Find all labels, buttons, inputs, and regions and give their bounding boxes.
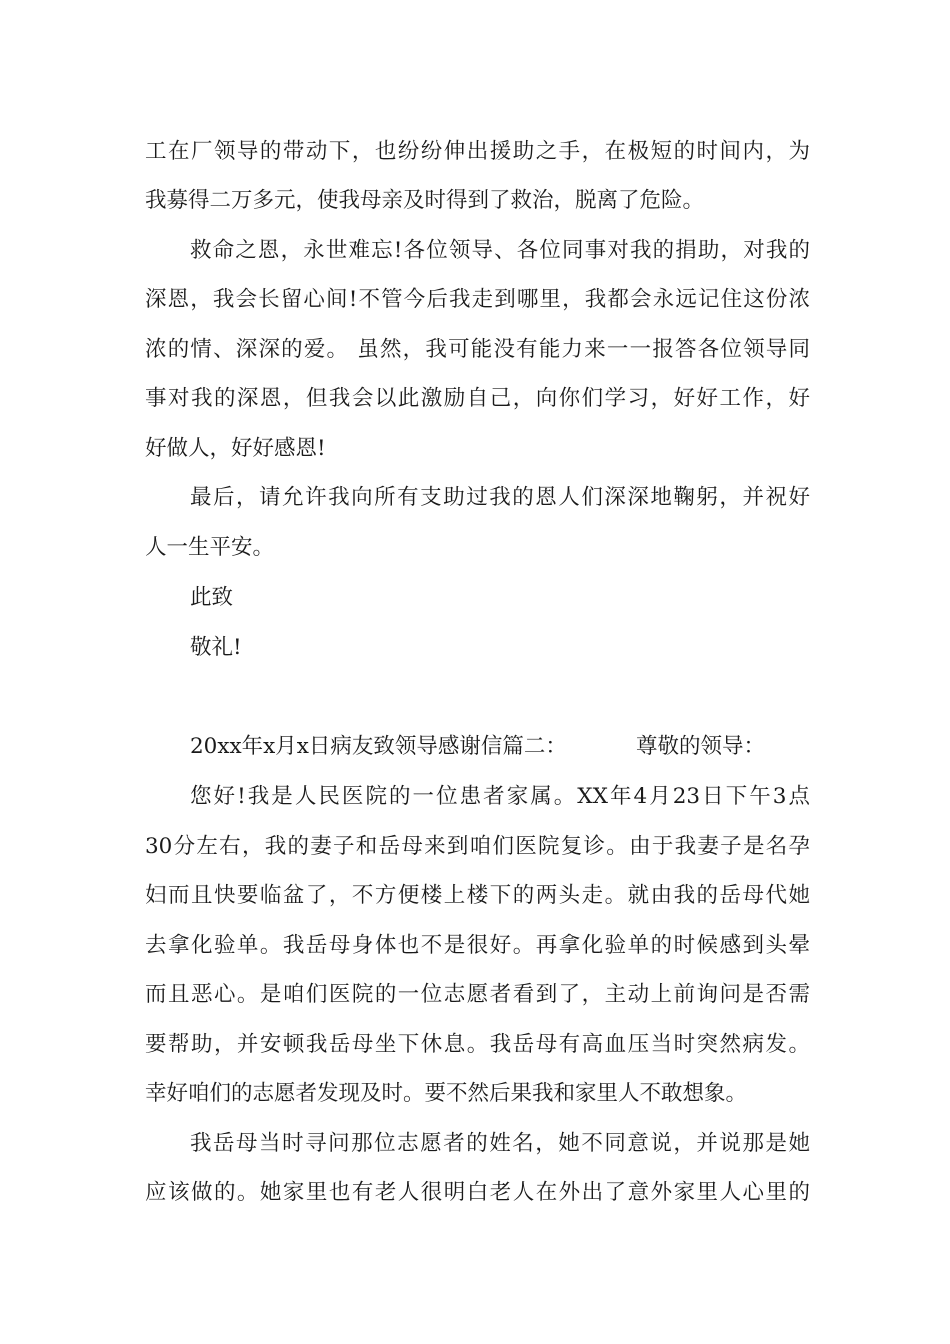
- closing-ci-zhi: 此致: [190, 585, 234, 610]
- letter-two-heading: 20xx年x月x日病友致领导感谢信篇二：: [190, 734, 567, 759]
- paragraph-5-line-2: 应该做的。她家里也有老人很明白老人在外出了意外家里人心里的: [145, 1180, 810, 1205]
- paragraph-3-line-2: 人一生平安。: [145, 535, 275, 560]
- paragraph-2-line-5: 好做人，好好感恩!: [145, 436, 326, 461]
- paragraph-2-line-3: 浓的情、深深的爱。 虽然，我可能没有能力来一一报答各位领导同: [145, 337, 810, 362]
- letter-two-salutation: 尊敬的领导：: [636, 734, 766, 759]
- closing-jing-li: 敬礼!: [190, 635, 242, 660]
- paragraph-4-line-4: 去拿化验单。我岳母身体也不是很好。再拿化验单的时候感到头晕: [145, 933, 810, 958]
- paragraph-1-line-2: 我募得二万多元，使我母亲及时得到了救治，脱离了危险。: [145, 188, 705, 213]
- paragraph-4-line-5: 而且恶心。是咱们医院的一位志愿者看到了，主动上前询问是否需: [145, 982, 810, 1007]
- paragraph-4-line-6: 要帮助，并安顿我岳母坐下休息。我岳母有高血压当时突然病发。: [145, 1032, 810, 1057]
- letter-two-heading-row: [190, 732, 810, 762]
- paragraph-4-line-1: 您好!我是人民医院的一位患者家属。XX年4月23日下午3点: [190, 784, 810, 809]
- paragraph-4-line-2: 30分左右，我的妻子和岳母来到咱们医院复诊。由于我妻子是名孕: [145, 834, 810, 859]
- paragraph-4-line-7: 幸好咱们的志愿者发现及时。要不然后果我和家里人不敢想象。: [145, 1081, 748, 1106]
- paragraph-4-line-3: 妇而且快要临盆了，不方便楼上楼下的两头走。就由我的岳母代她: [145, 883, 810, 908]
- paragraph-2-line-1: 救命之恩，永世难忘!各位领导、各位同事对我的捐助，对我的: [190, 238, 810, 263]
- paragraph-5-line-1: 我岳母当时寻问那位志愿者的姓名，她不同意说，并说那是她: [190, 1131, 810, 1156]
- paragraph-2-line-2: 深恩，我会长留心间!不管今后我走到哪里，我都会永远记住这份浓: [145, 287, 810, 312]
- paragraph-3-line-1: 最后，请允许我向所有支助过我的恩人们深深地鞠躬，并祝好: [190, 485, 810, 510]
- paragraph-1-line-1: 工在厂领导的带动下，也纷纷伸出援助之手，在极短的时间内，为: [145, 139, 810, 164]
- paragraph-2-line-4: 事对我的深恩，但我会以此激励自己，向你们学习，好好工作，好: [145, 386, 810, 411]
